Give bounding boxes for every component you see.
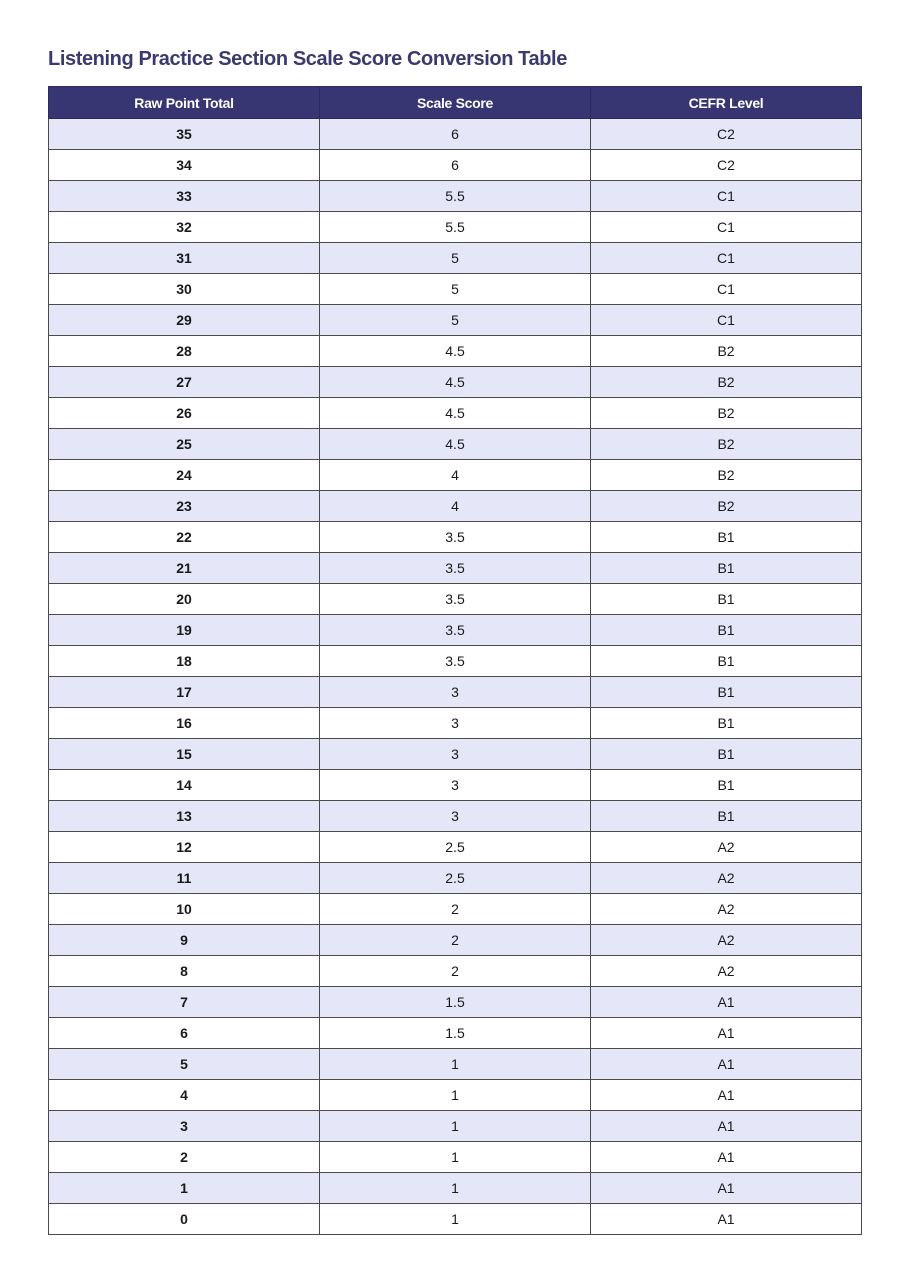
scale-score-cell: 5.5 [320,181,591,212]
scale-score-cell: 3.5 [320,584,591,615]
raw-point-cell: 6 [49,1018,320,1049]
page-title: Listening Practice Section Scale Score Conversion Table [48,48,567,70]
scale-score-cell: 2.5 [320,832,591,863]
table-header-row [49,87,862,119]
table-row [49,305,862,336]
cefr-level-cell: A2 [591,832,862,863]
raw-point-cell: 30 [49,274,320,305]
raw-point-cell: 16 [49,708,320,739]
table-row [49,1173,862,1204]
table-row [49,677,862,708]
cefr-level-cell: C2 [591,150,862,181]
raw-point-cell: 4 [49,1080,320,1111]
table-row [49,460,862,491]
cefr-level-cell: B2 [591,460,862,491]
raw-point-cell: 3 [49,1111,320,1142]
table-row [49,274,862,305]
cefr-level-cell: B1 [591,615,862,646]
table-row [49,429,862,460]
raw-point-cell: 34 [49,150,320,181]
table-row [49,181,862,212]
cefr-level-cell: A2 [591,863,862,894]
raw-point-cell: 29 [49,305,320,336]
raw-point-cell: 27 [49,367,320,398]
scale-score-cell: 3 [320,677,591,708]
scale-score-cell: 4.5 [320,398,591,429]
scale-score-cell: 3 [320,801,591,832]
cefr-level-cell: B1 [591,708,862,739]
cefr-level-cell: B2 [591,491,862,522]
cefr-level-cell: A1 [591,1142,862,1173]
scale-score-cell: 3 [320,770,591,801]
table-row [49,987,862,1018]
table-row [49,1018,862,1049]
table-row [49,1142,862,1173]
table-row [49,1049,862,1080]
cefr-level-cell: A2 [591,956,862,987]
cefr-level-cell: B1 [591,646,862,677]
raw-point-cell: 35 [49,119,320,150]
scale-score-cell: 6 [320,150,591,181]
raw-point-cell: 28 [49,336,320,367]
raw-point-cell: 18 [49,646,320,677]
table-row [49,956,862,987]
table-row [49,491,862,522]
raw-point-cell: 22 [49,522,320,553]
raw-point-cell: 19 [49,615,320,646]
table-row [49,615,862,646]
table-row [49,646,862,677]
scale-score-cell: 1 [320,1049,591,1080]
table-row [49,801,862,832]
raw-point-cell: 21 [49,553,320,584]
scale-score-cell: 2 [320,956,591,987]
cefr-level-cell: B1 [591,677,862,708]
table-row [49,739,862,770]
scale-score-cell: 4 [320,460,591,491]
raw-point-cell: 24 [49,460,320,491]
raw-point-cell: 10 [49,894,320,925]
scale-score-cell: 4.5 [320,429,591,460]
raw-point-cell: 7 [49,987,320,1018]
cefr-level-cell: A2 [591,925,862,956]
cefr-level-cell: A1 [591,1173,862,1204]
scale-score-cell: 2.5 [320,863,591,894]
raw-point-cell: 5 [49,1049,320,1080]
scale-score-cell: 3.5 [320,553,591,584]
cefr-level-cell: C1 [591,243,862,274]
cefr-level-cell: A1 [591,1018,862,1049]
scale-score-cell: 3.5 [320,646,591,677]
table-row [49,243,862,274]
table-row [49,398,862,429]
cefr-level-cell: A1 [591,1049,862,1080]
raw-point-cell: 20 [49,584,320,615]
raw-point-cell: 2 [49,1142,320,1173]
scale-score-cell: 1.5 [320,987,591,1018]
scale-score-cell: 1 [320,1204,591,1235]
raw-point-cell: 32 [49,212,320,243]
scale-score-cell: 1 [320,1173,591,1204]
cefr-level-cell: C1 [591,212,862,243]
table-row [49,336,862,367]
scale-score-cell: 4.5 [320,336,591,367]
scale-score-cell: 1 [320,1080,591,1111]
cefr-level-cell: B2 [591,398,862,429]
table-row [49,367,862,398]
table-row [49,119,862,150]
table-row [49,584,862,615]
scale-score-cell: 5 [320,274,591,305]
cefr-level-cell: B2 [591,429,862,460]
raw-point-cell: 25 [49,429,320,460]
table-row [49,925,862,956]
cefr-level-cell: C1 [591,181,862,212]
raw-point-cell: 31 [49,243,320,274]
cefr-level-cell: A1 [591,1204,862,1235]
table-row [49,1080,862,1111]
raw-point-cell: 23 [49,491,320,522]
cefr-level-cell: A1 [591,1080,862,1111]
header-raw-point-total: Raw Point Total [49,87,320,119]
scale-score-cell: 4 [320,491,591,522]
cefr-level-cell: B1 [591,584,862,615]
table-row [49,770,862,801]
scale-score-cell: 1.5 [320,1018,591,1049]
table-row [49,863,862,894]
header-cefr-level: CEFR Level [591,87,862,119]
scale-score-cell: 5 [320,305,591,336]
cefr-level-cell: B1 [591,553,862,584]
table-row [49,522,862,553]
table-row [49,832,862,863]
raw-point-cell: 11 [49,863,320,894]
scale-score-cell: 1 [320,1142,591,1173]
cefr-level-cell: B2 [591,336,862,367]
scale-score-cell: 4.5 [320,367,591,398]
cefr-level-cell: B1 [591,801,862,832]
raw-point-cell: 26 [49,398,320,429]
table-body [49,119,862,1235]
cefr-level-cell: C1 [591,305,862,336]
cefr-level-cell: A1 [591,1111,862,1142]
raw-point-cell: 9 [49,925,320,956]
table-row [49,1204,862,1235]
scale-score-cell: 3 [320,708,591,739]
raw-point-cell: 15 [49,739,320,770]
scale-score-cell: 3.5 [320,522,591,553]
scale-score-cell: 2 [320,925,591,956]
cefr-level-cell: B2 [591,367,862,398]
table-row [49,150,862,181]
scale-score-cell: 5.5 [320,212,591,243]
score-conversion-table [48,86,862,1235]
cefr-level-cell: C1 [591,274,862,305]
table-row [49,894,862,925]
raw-point-cell: 17 [49,677,320,708]
scale-score-cell: 3 [320,739,591,770]
table-row [49,708,862,739]
raw-point-cell: 1 [49,1173,320,1204]
scale-score-cell: 2 [320,894,591,925]
scale-score-cell: 6 [320,119,591,150]
cefr-level-cell: A1 [591,987,862,1018]
scale-score-cell: 1 [320,1111,591,1142]
raw-point-cell: 14 [49,770,320,801]
raw-point-cell: 13 [49,801,320,832]
cefr-level-cell: A2 [591,894,862,925]
header-scale-score: Scale Score [320,87,591,119]
table-row [49,212,862,243]
raw-point-cell: 8 [49,956,320,987]
raw-point-cell: 33 [49,181,320,212]
scale-score-cell: 5 [320,243,591,274]
cefr-level-cell: B1 [591,770,862,801]
cefr-level-cell: C2 [591,119,862,150]
cefr-level-cell: B1 [591,739,862,770]
table-row [49,553,862,584]
raw-point-cell: 12 [49,832,320,863]
scale-score-cell: 3.5 [320,615,591,646]
table-row [49,1111,862,1142]
cefr-level-cell: B1 [591,522,862,553]
raw-point-cell: 0 [49,1204,320,1235]
